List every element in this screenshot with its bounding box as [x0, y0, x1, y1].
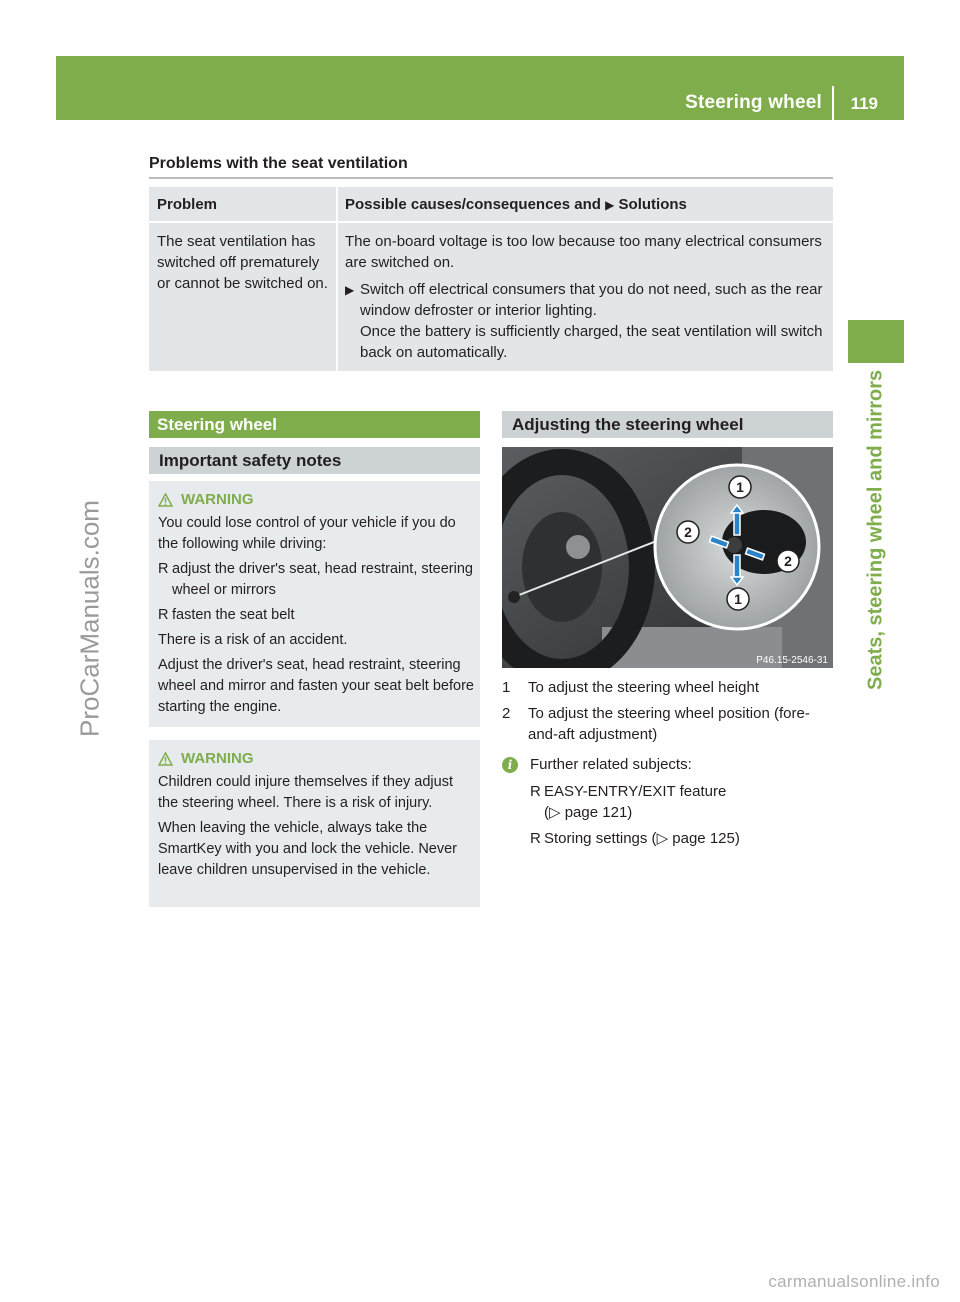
cause-text: The on-board voltage is too low because too many electrical consumers are switched on.: [345, 233, 822, 271]
photo-code: P46.15-2546-31: [756, 655, 828, 666]
table-header-row: [149, 187, 833, 221]
list-item: R fasten the seat belt: [158, 605, 474, 626]
warning-action: Adjust the driver's seat, head restraint, steering wheel and mirror and fasten your seat belt before starting the engine.: [158, 657, 474, 715]
callout-2-right: 2: [784, 553, 792, 569]
info-block: [502, 754, 833, 853]
table-row: [149, 223, 833, 371]
legend: [502, 677, 833, 853]
legend-text: To adjust the steering wheel height: [528, 679, 759, 696]
related-text: Storing settings: [544, 830, 648, 847]
warning-triangle-icon: [158, 752, 173, 766]
info-title: Further related subjects:: [530, 756, 692, 773]
related-ref[interactable]: page 121: [564, 804, 628, 821]
warning-action: When leaving the vehicle, always take the SmartKey with you and lock the vehicle. Never leave children unsupervised in the vehicle.: [158, 820, 457, 878]
watermark-bottom: carmanualsonline.info: [768, 1272, 940, 1291]
solution-cell: [336, 223, 833, 371]
step-result: Once the battery is sufficiently charged, the seat ventilation will switch back on automatically.: [360, 323, 823, 361]
warning-label: WARNING: [181, 491, 254, 508]
related-ref[interactable]: page 125: [672, 830, 735, 847]
watermark-left: ProCarManuals.com: [74, 500, 105, 737]
header-title: Steering wheel: [685, 92, 822, 113]
side-tab-label: Seats, steering wheel and mirrors: [864, 370, 887, 691]
page-ref-icon: ▷: [656, 830, 669, 847]
header-separator: [832, 86, 834, 120]
callout-marker: 1: [502, 679, 511, 696]
callout-2-left: 2: [684, 524, 692, 540]
warning-intro: You could lose control of your vehicle if you do the following while driving:: [158, 515, 456, 552]
list-item-text: adjust the driver's seat, head restraint, steering wheel or mirrors: [172, 561, 473, 598]
steering-section-title: Steering wheel: [149, 411, 480, 438]
list-item: R adjust the driver's seat, head restraint, steering wheel or mirrors: [158, 559, 474, 601]
legend-item: [502, 703, 833, 745]
header-solutions-prefix: Possible causes/consequences and: [345, 196, 601, 213]
header-solutions: [336, 187, 833, 221]
warning-intro: Children could injure themselves if they adjust the steering wheel. There is a risk of injury.: [158, 774, 453, 811]
header-solutions-suffix: Solutions: [618, 196, 687, 213]
solution-step: [345, 279, 827, 363]
page-ref-icon: ▷: [549, 804, 561, 821]
side-tab-block: [848, 320, 904, 363]
callout-1-bottom: 1: [734, 591, 742, 607]
list-item: R Storing settings (▷ page 125): [530, 830, 740, 847]
ventilation-table: [149, 187, 833, 371]
warning-label: WARNING: [181, 750, 254, 767]
warning-heading: [158, 748, 474, 769]
safety-notes-title: Important safety notes: [149, 447, 480, 474]
steering-illustration: [502, 447, 833, 668]
header-bar: [56, 56, 904, 120]
warning-risk: There is a risk of an accident.: [158, 632, 348, 648]
adjusting-title: Adjusting the steering wheel: [502, 411, 833, 438]
legend-text: To adjust the steering wheel position (fore-and-aft adjustment): [528, 705, 810, 743]
solution-arrow-icon: ▶: [605, 198, 615, 212]
ventilation-title: Problems with the seat ventilation: [149, 155, 408, 172]
warning-box-1: [149, 481, 480, 727]
list-item: R EASY-ENTRY/EXIT feature (▷ page 121): [530, 783, 727, 821]
legend-item: [502, 677, 833, 698]
callout-1-top: 1: [736, 479, 744, 495]
related-text: EASY-ENTRY/EXIT feature: [544, 783, 727, 800]
list-item-text: fasten the seat belt: [172, 607, 295, 623]
steering-photo: [502, 447, 833, 668]
info-icon: i: [502, 757, 518, 773]
header-problem: Problem: [157, 196, 218, 213]
page-number: 119: [850, 94, 878, 113]
callout-marker: 2: [502, 705, 511, 722]
warning-triangle-icon: [158, 493, 173, 507]
warning-box-2: [149, 740, 480, 907]
step-text: Switch off electrical consumers that you do not need, such as the rear window defroster or interior lighting.: [360, 281, 823, 319]
problem-cell: The seat ventilation has switched off prematurely or cannot be switched on.: [157, 233, 328, 292]
step-arrow-icon: ▶: [345, 283, 355, 297]
warning-heading: [158, 489, 474, 510]
title-rule: [149, 177, 833, 179]
